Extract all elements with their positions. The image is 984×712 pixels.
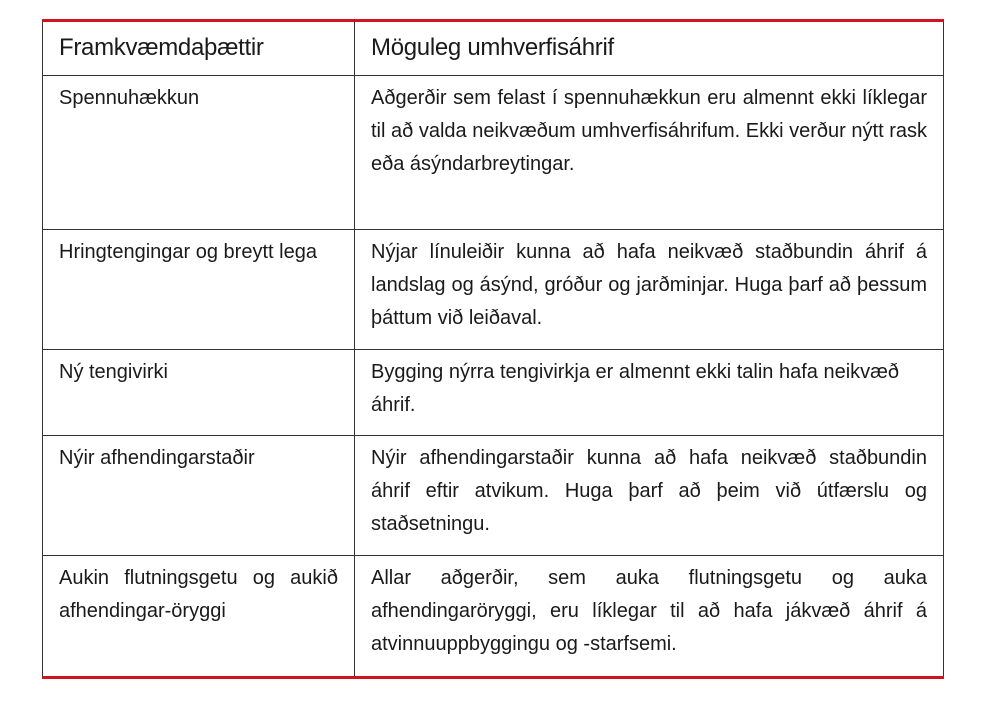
table-header-row [43,21,944,76]
cell-impact: Bygging nýrra tengivirkja er almennt ekki talin hafa neikvæð áhrif. [355,350,944,436]
table-row [43,230,944,350]
cell-activity: Nýir afhendingarstaðir [43,436,355,556]
cell-activity: Ný tengivirki [43,350,355,436]
impact-table-container [42,19,943,679]
cell-activity: Aukin flutningsgetu og aukið afhendingar-öryggi [43,556,355,678]
cell-impact: Allar aðgerðir, sem auka flutningsgetu og auka afhendingaröryggi, eru líklegar til að hafa jákvæð áhrif á atvinnuuppbyggingu og -starfsemi. [355,556,944,678]
table-row [43,350,944,436]
cell-impact: Aðgerðir sem felast í spennuhækkun eru almennt ekki líklegar til að valda neikvæðum umhverfisáhrifum. Ekki verður nýtt rask eða ásýndarbreytingar. [355,76,944,230]
header-impact: Möguleg umhverfisáhrif [355,21,944,76]
cell-activity: Spennuhækkun [43,76,355,230]
environmental-impact-table [42,19,944,679]
table-row [43,436,944,556]
cell-impact: Nýir afhendingarstaðir kunna að hafa neikvæð staðbundin áhrif eftir atvikum. Huga þarf að þeim við útfærslu og staðsetningu. [355,436,944,556]
cell-impact: Nýjar línuleiðir kunna að hafa neikvæð staðbundin áhrif á landslag og ásýnd, gróður og jarðminjar. Huga þarf að þessum þáttum við leiðaval. [355,230,944,350]
table-row [43,556,944,678]
table-row [43,76,944,230]
cell-activity: Hringtengingar og breytt lega [43,230,355,350]
header-activity: Framkvæmdaþættir [43,21,355,76]
